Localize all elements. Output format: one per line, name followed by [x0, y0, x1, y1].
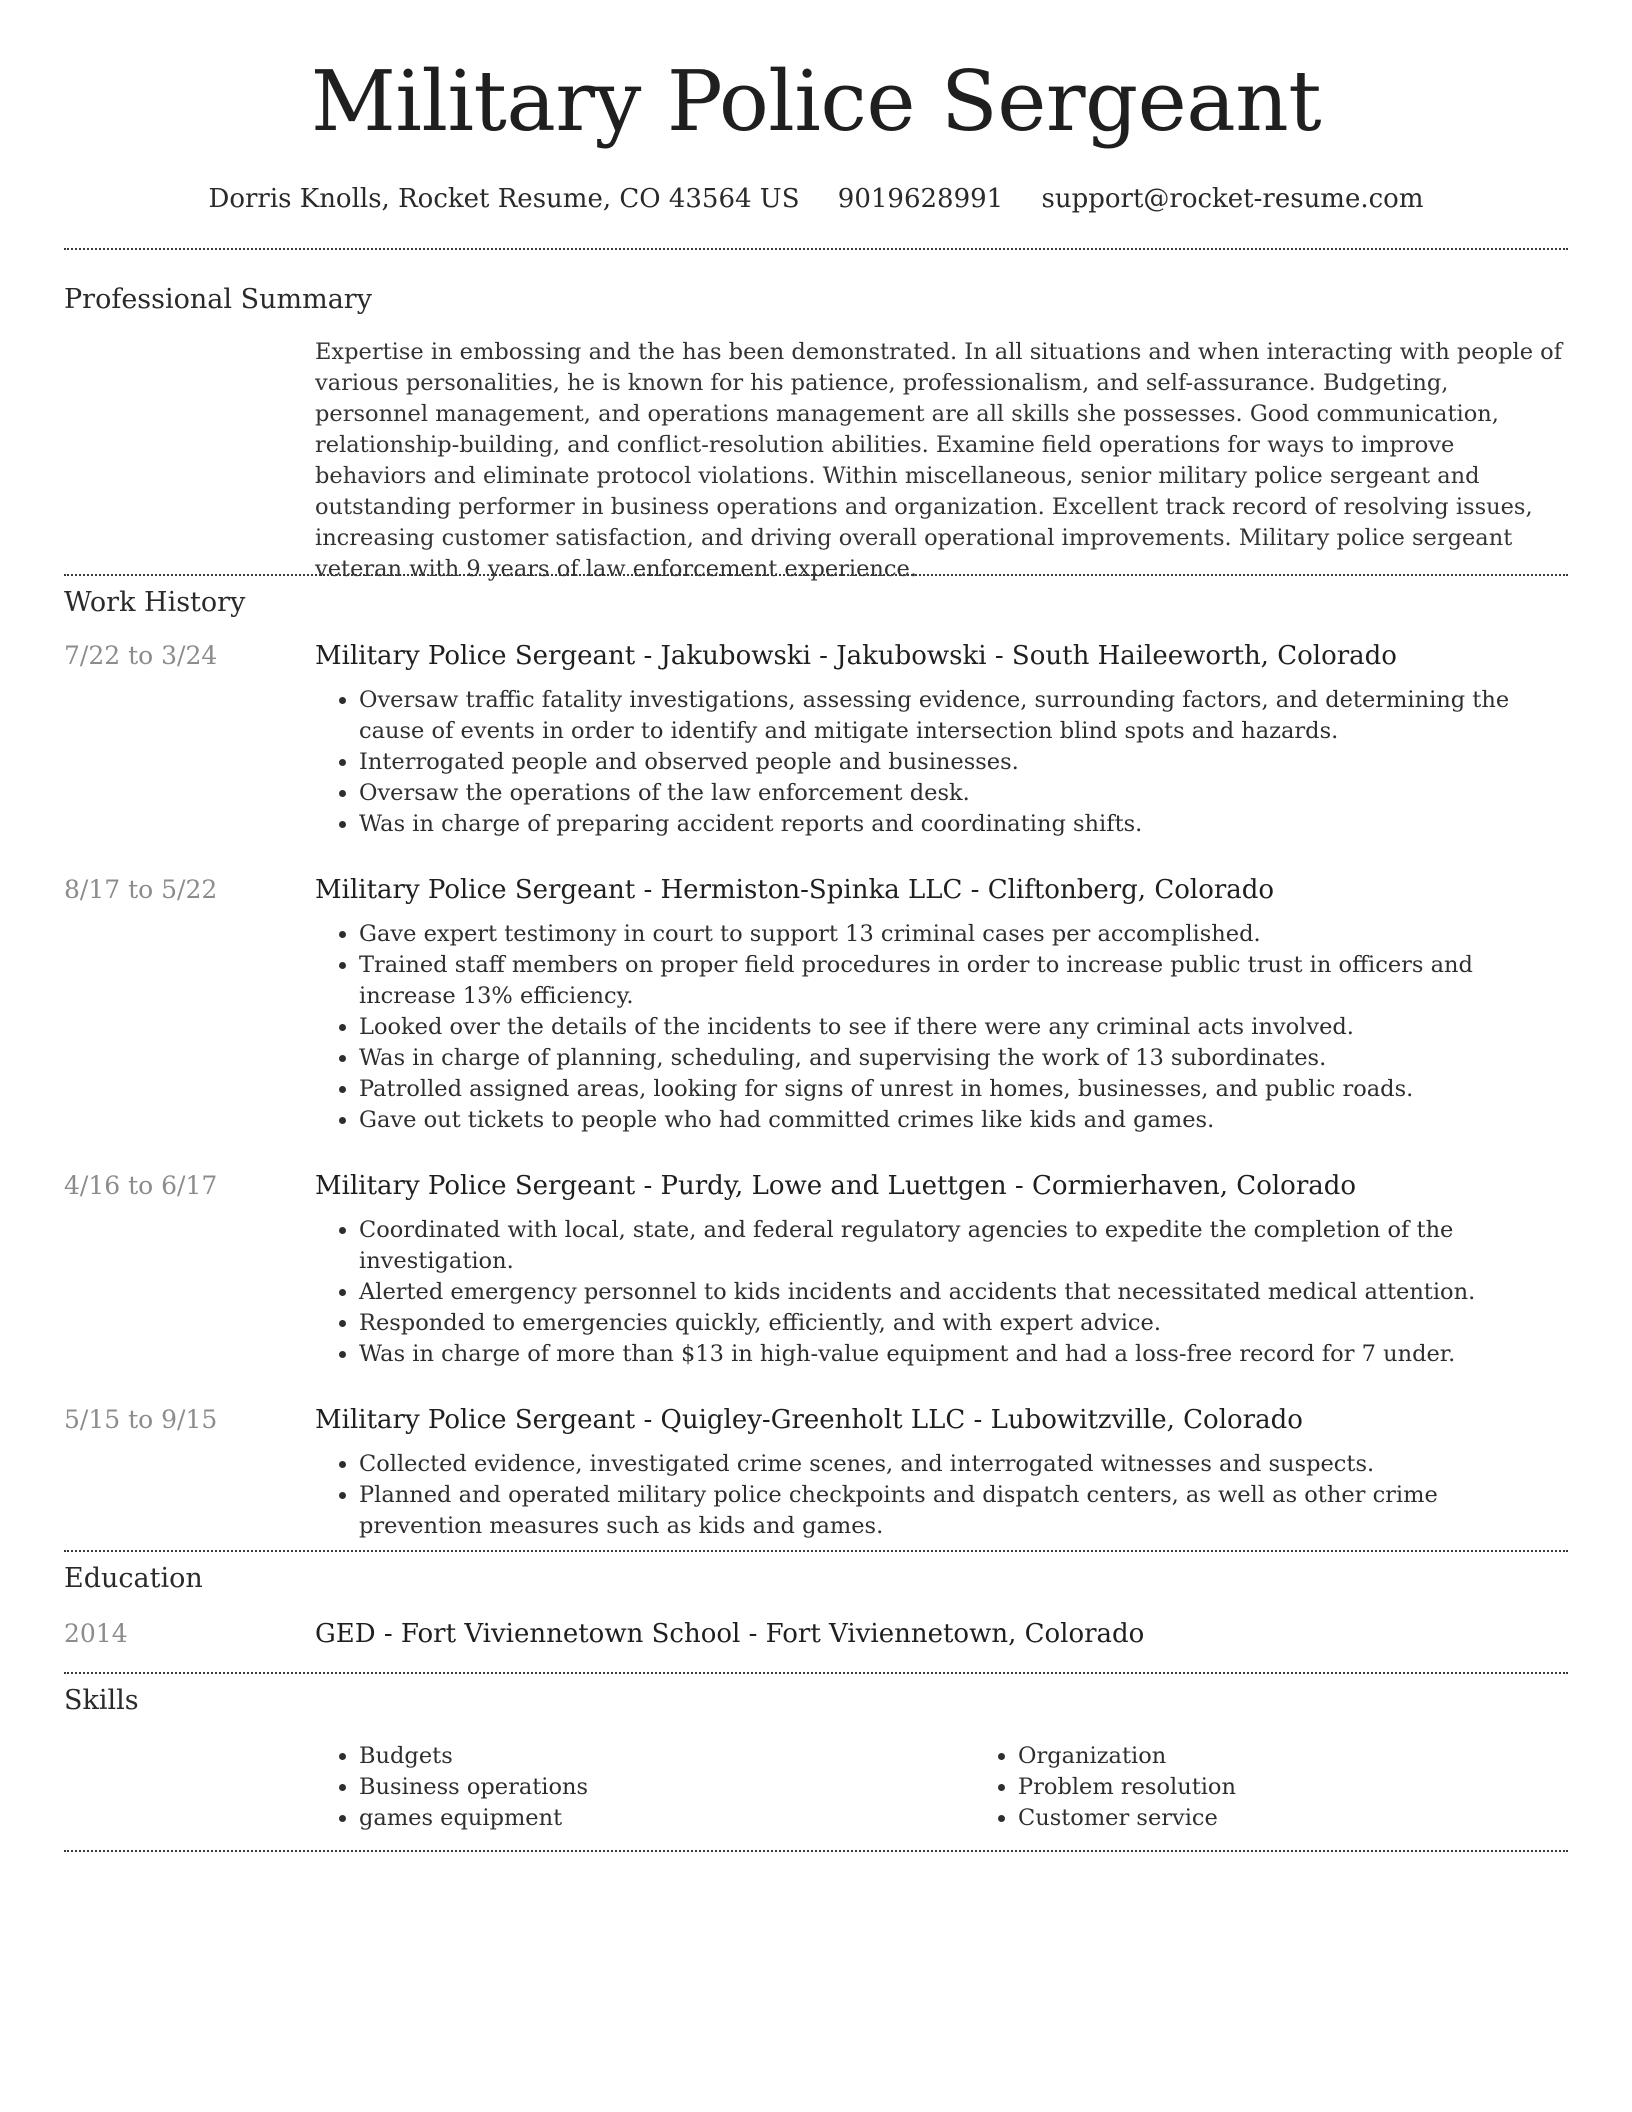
list-item: • Was in charge of more than $13 in high-value equipment and had a loss-free record for 7 under. — [359, 1339, 1568, 1370]
job-dates: 8/17 to 5/22 — [64, 875, 218, 904]
divider — [64, 1672, 1568, 1674]
skill-item: • games equipment — [359, 1803, 974, 1834]
summary-block — [0, 282, 1632, 585]
job-dates: 7/22 to 3/24 — [64, 641, 218, 670]
skill-item: • Organization — [1018, 1741, 1632, 1772]
list-item: • Patrolled assigned areas, looking for signs of unrest in homes, businesses, and public roads. — [359, 1074, 1568, 1105]
job-heading: Military Police Sergeant - Quigley-Greenholt LLC - Lubowitzville, Colorado — [315, 1405, 1303, 1435]
job-heading: Military Police Sergeant - Purdy, Lowe and Luettgen - Cormierhaven, Colorado — [315, 1171, 1357, 1201]
job-heading: Military Police Sergeant - Hermiston-Spinka LLC - Cliftonberg, Colorado — [315, 875, 1275, 905]
list-item: • Planned and operated military police checkpoints and dispatch centers, as well as other crime prevention measures such as kids and games. — [359, 1480, 1568, 1542]
list-item: • Alerted emergency personnel to kids incidents and accidents that necessitated medical attention. — [359, 1277, 1568, 1308]
contact-phone: 9019628991 — [837, 184, 1004, 214]
divider — [64, 1550, 1568, 1552]
job-details — [315, 1169, 1568, 1370]
skill-item: • Customer service — [1018, 1803, 1632, 1834]
education-year: 2014 — [64, 1619, 128, 1648]
skills-list-left — [315, 1741, 974, 1834]
contact-line — [0, 182, 1632, 216]
education-heading: GED - Fort Viviennetown School - Fort Viviennetown, Colorado — [315, 1619, 1145, 1649]
divider — [64, 574, 1568, 576]
job-bullets — [315, 1449, 1568, 1542]
job-entry — [64, 639, 1568, 840]
job-details — [315, 873, 1568, 1136]
summary-spacer — [64, 337, 315, 585]
job-heading: Military Police Sergeant - Jakubowski - Jakubowski - South Haileeworth, Colorado — [315, 641, 1397, 671]
contact-address: Dorris Knolls, Rocket Resume, CO 43564 US — [208, 184, 800, 214]
job-dates: 5/15 to 9/15 — [64, 1405, 218, 1434]
job-details — [315, 1403, 1568, 1542]
skill-item: • Budgets — [359, 1741, 974, 1772]
list-item: • Interrogated people and observed people and businesses. — [359, 747, 1568, 778]
section-title-summary: Professional Summary — [64, 284, 372, 315]
divider — [64, 1850, 1568, 1852]
job-bullets — [315, 685, 1568, 840]
list-item: • Oversaw the operations of the law enforcement desk. — [359, 778, 1568, 809]
skills-spacer — [64, 1741, 315, 1834]
job-dates: 4/16 to 6/17 — [64, 1171, 218, 1200]
section-title-education: Education — [64, 1563, 203, 1594]
list-item: • Collected evidence, investigated crime scenes, and interrogated witnesses and suspects. — [359, 1449, 1568, 1480]
education-section — [0, 1561, 1632, 1651]
skill-item: • Problem resolution — [1018, 1772, 1632, 1803]
page-title: Military Police Sergeant — [310, 53, 1322, 150]
job-bullets — [315, 1215, 1568, 1370]
job-entry — [64, 1169, 1568, 1370]
divider — [64, 248, 1568, 250]
summary-text: Expertise in embossing and the has been demonstrated. In all situations and when interacting with people of various personalities, he is known for his patience, professionalism, and self-assurance. Budgeting, personnel management, and operations management are all skills she possesses. Good communication, relationship-building, and conflict-resolution abilities. Examine field operations for ways to improve behaviors and eliminate protocol violations. Within miscellaneous, senior military police sergeant and outstanding performer in business operations and organization. Excellent track record of resolving issues, increasing customer satisfaction, and driving overall operational improvements. Military police sergeant veteran with 9 years of law enforcement experience. — [315, 339, 1563, 582]
list-item: • Was in charge of planning, scheduling, and supervising the work of 13 subordinates. — [359, 1043, 1568, 1074]
section-title-skills: Skills — [64, 1685, 139, 1716]
list-item: • Was in charge of preparing accident reports and coordinating shifts. — [359, 809, 1568, 840]
list-item: • Coordinated with local, state, and federal regulatory agencies to expedite the completion of the investigation. — [359, 1215, 1568, 1277]
skills-row — [64, 1741, 1568, 1834]
summary-row — [64, 337, 1568, 585]
skills-list-right — [974, 1741, 1632, 1834]
job-details — [315, 639, 1568, 840]
list-item: • Oversaw traffic fatality investigations, assessing evidence, surrounding factors, and determining the cause of events in order to identify and mitigate intersection blind spots and hazards. — [359, 685, 1568, 747]
contact-email: support@rocket-resume.com — [1041, 184, 1424, 214]
list-item: • Trained staff members on proper field procedures in order to increase public trust in officers and increase 13% efficiency. — [359, 950, 1568, 1012]
job-entry — [64, 873, 1568, 1136]
section-title-work-history: Work History — [64, 587, 246, 618]
list-item: • Responded to emergencies quickly, efficiently, and with expert advice. — [359, 1308, 1568, 1339]
work-history-section — [0, 585, 1632, 1542]
list-item: • Gave out tickets to people who had committed crimes like kids and games. — [359, 1105, 1568, 1136]
skill-item: • Business operations — [359, 1772, 974, 1803]
skills-columns — [315, 1741, 1632, 1834]
job-entry — [64, 1403, 1568, 1542]
list-item: • Looked over the details of the incidents to see if there were any criminal acts involved. — [359, 1012, 1568, 1043]
job-bullets — [315, 919, 1568, 1136]
resume-header — [0, 0, 1632, 216]
list-item: • Gave expert testimony in court to support 13 criminal cases per accomplished. — [359, 919, 1568, 950]
skills-section — [0, 1683, 1632, 1834]
education-entry — [64, 1617, 1568, 1651]
